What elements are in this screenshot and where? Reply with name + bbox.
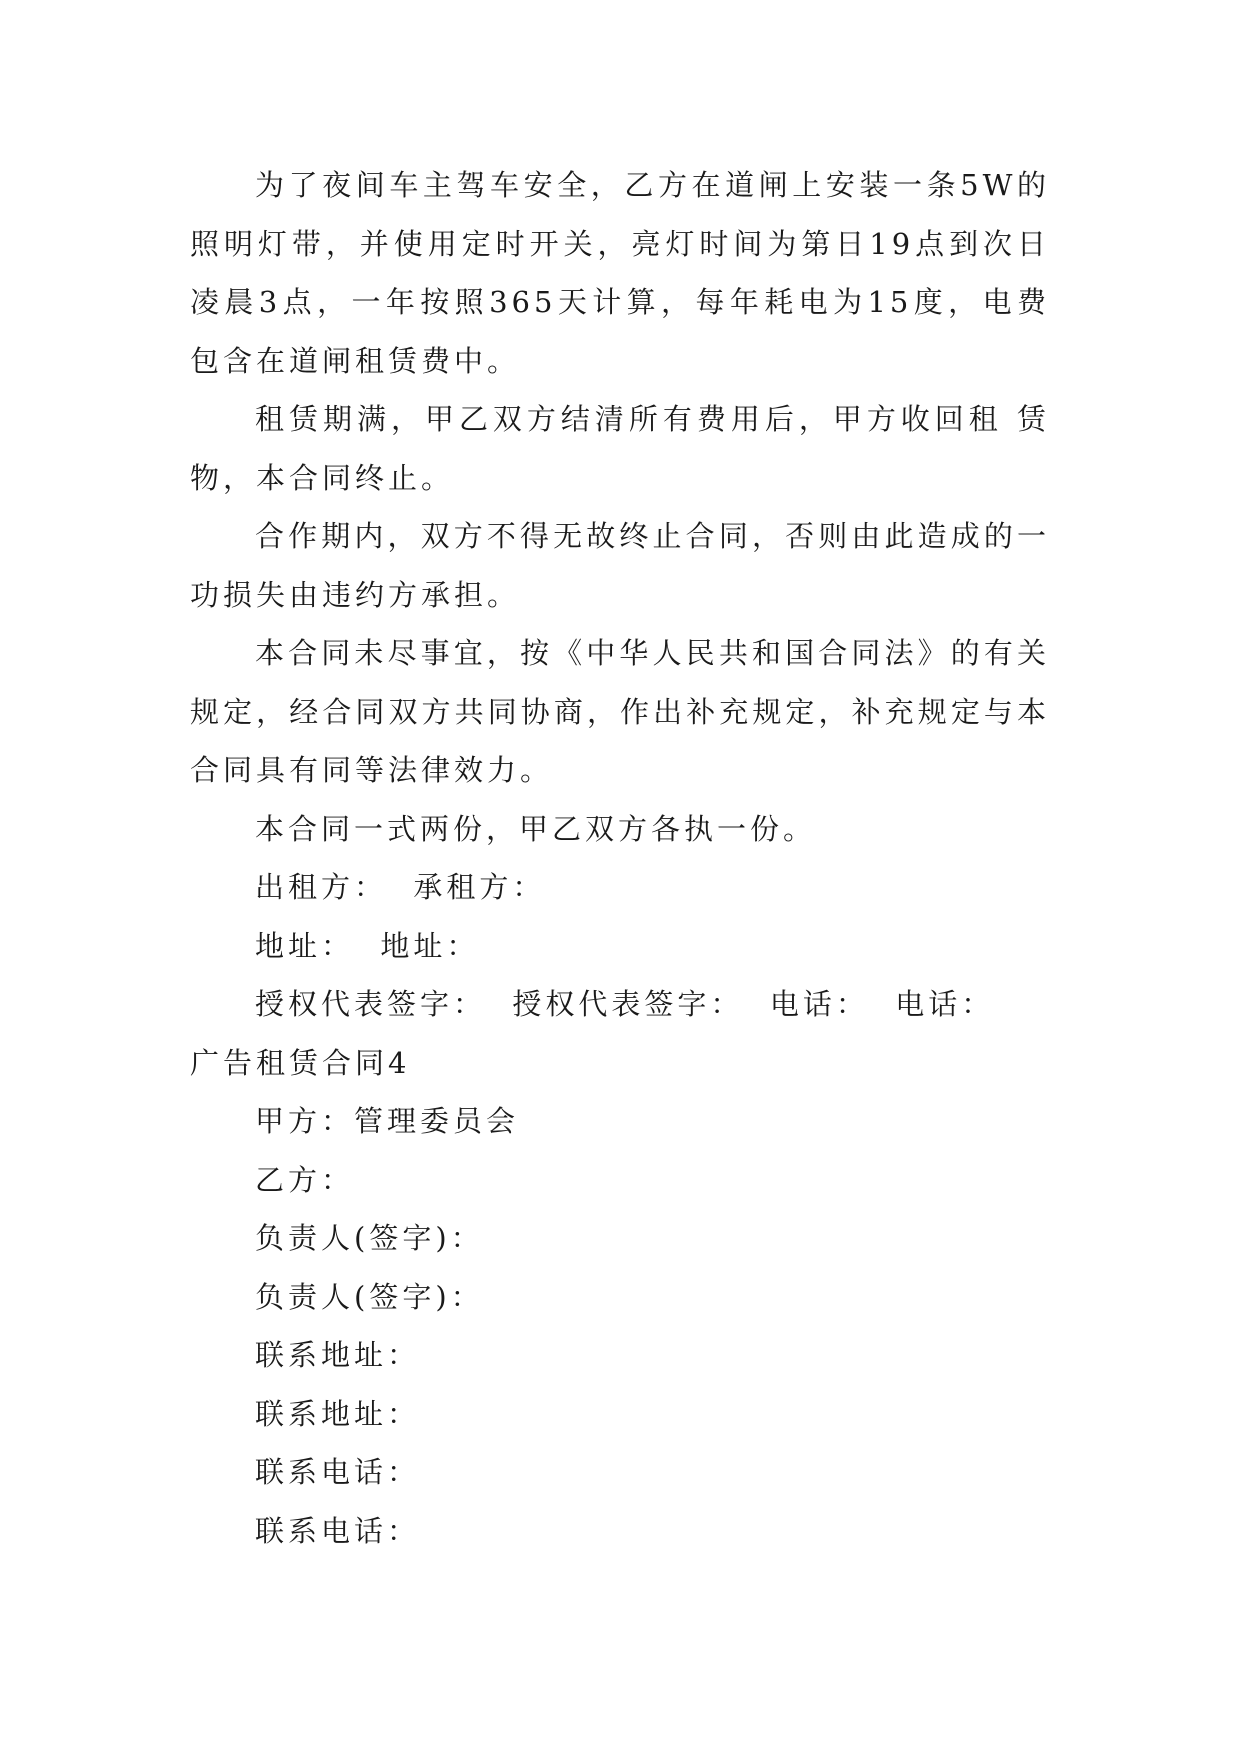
contact-phone-line: 联系电话：: [255, 1455, 421, 1489]
responsible-person-line: 负责人(签字)：: [255, 1279, 484, 1314]
section-heading: 广告租赁合同4: [190, 1045, 411, 1080]
responsible-person-line: 负责人(签字)：: [255, 1221, 484, 1255]
paragraph-lease-expiry: 租赁期满，甲乙双方结清所有费用后，甲方收回租 赁物，本合同终止。: [190, 402, 1050, 495]
paragraph-termination: 合作期内，双方不得无故终止合同，否则由此造成的一功损失由违约方承担。: [190, 519, 1050, 612]
party-line-b: 乙方：: [255, 1162, 355, 1197]
contact-address-line: 联系地址：: [255, 1396, 421, 1431]
contact-address-line: 联系地址：: [255, 1338, 421, 1372]
paragraph-supplement: 本合同未尽事宜，按《中华人民共和国合同法》的有关规定，经合同双方共同协商，作出补充规定，补充规定与本合同具有同等法律效力。: [190, 636, 1050, 787]
party-line-a: 甲方：管理委员会: [255, 1104, 520, 1138]
paragraph-lighting: 为了夜间车主驾车安全，乙方在道闸上安装一条5W的照明灯带，并使用定时开关，亮灯时间为第日19点到次日凌晨3点，一年按照365天计算，每年耗电为15度，电费包含在道闸租赁费中。: [190, 168, 1050, 378]
signature-line-representative: 授权代表签字： 授权代表签字： 电话： 电话：: [255, 987, 995, 1021]
signature-line-parties: 出租方： 承租方：: [255, 870, 546, 904]
signature-line-address: 地址： 地址：: [255, 928, 480, 963]
contact-phone-line: 联系电话：: [255, 1513, 421, 1548]
paragraph-copies: 本合同一式两份，甲乙双方各执一份。: [255, 811, 817, 846]
document-body: [190, 156, 1050, 1560]
